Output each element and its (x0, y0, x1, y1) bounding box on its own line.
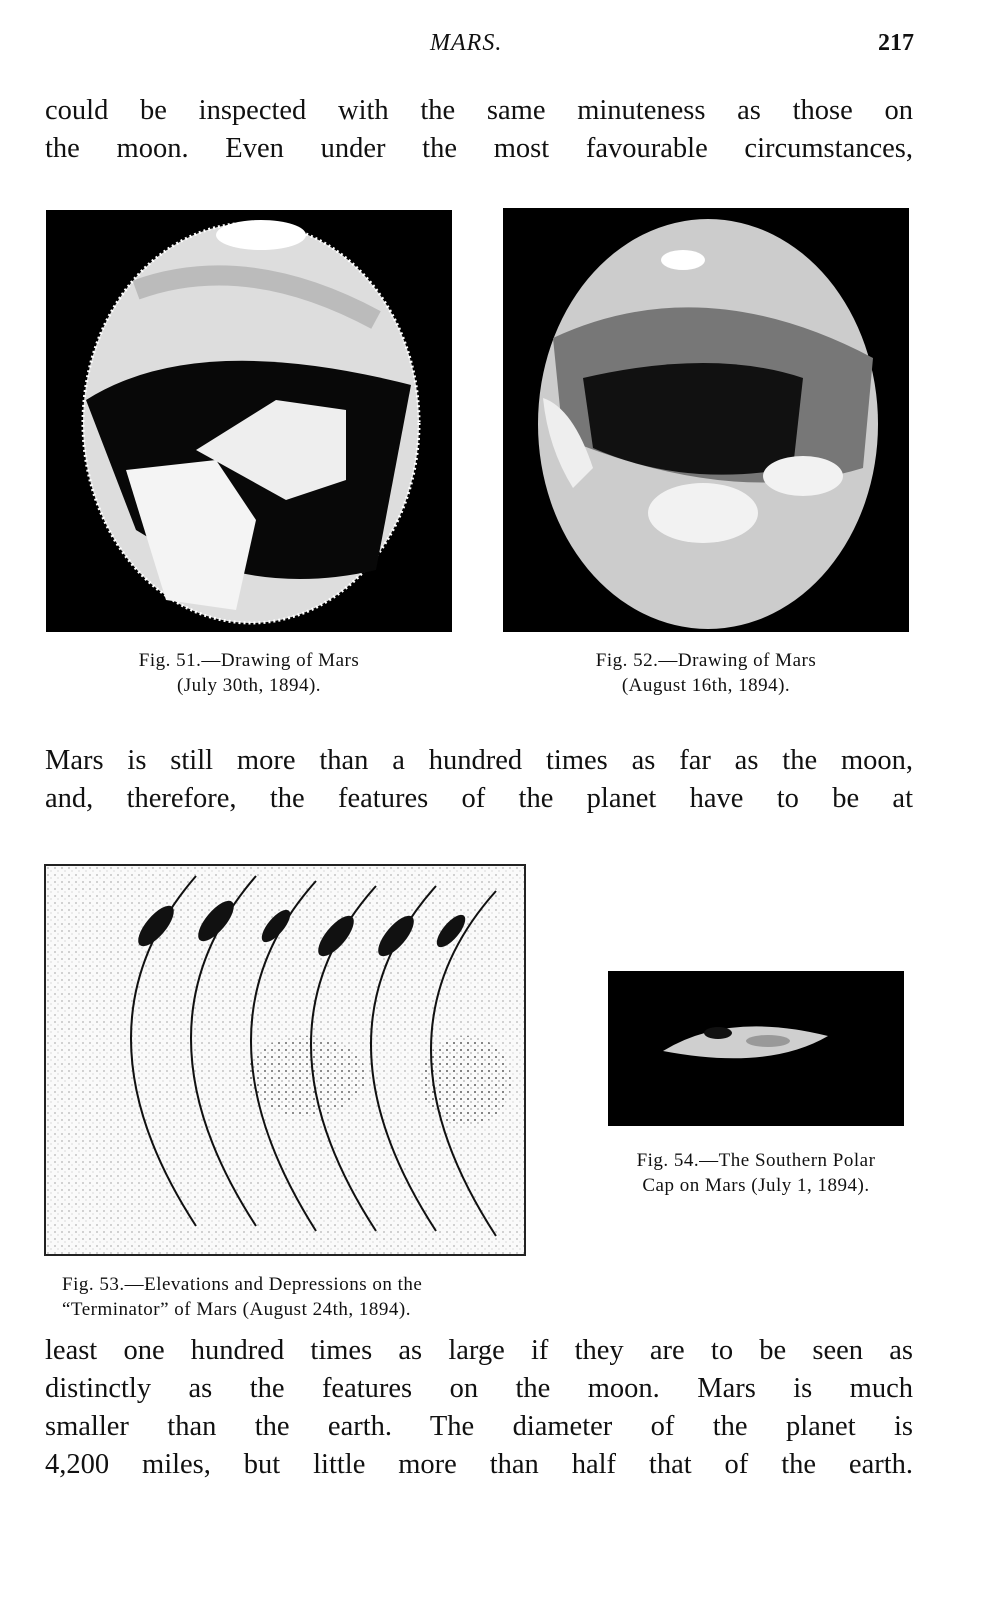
text-line: distinctly as the features on the moon. Mars is much (45, 1373, 913, 1404)
text-line: 4,200 miles, but little more than half that of the earth. (45, 1449, 913, 1480)
text-line: Mars is still more than a hundred times as far as the moon, (45, 745, 913, 776)
text-line: smaller than the earth. The diameter of the planet is (45, 1411, 913, 1442)
caption-line: (August 16th, 1894). (621, 675, 791, 696)
caption-line: Cap on Mars (July 1, 1894). (642, 1175, 870, 1196)
figure-54-caption (608, 1148, 904, 1198)
caption-line: Fig. 53.—Elevations and Depressions on the (62, 1274, 423, 1295)
caption-line: Fig. 52.—Drawing of Mars (595, 650, 817, 671)
caption-line: (July 30th, 1894). (176, 675, 322, 696)
caption-line: “Terminator” of Mars (August 24th, 1894). (62, 1299, 411, 1320)
figure-52-caption (503, 648, 909, 698)
paragraph-1 (45, 92, 913, 168)
figure-52-image (503, 208, 909, 632)
figure-51-caption (46, 648, 452, 698)
paragraph-2 (45, 742, 913, 818)
running-header-title: MARS. (430, 30, 503, 56)
paragraph-3 (45, 1332, 913, 1484)
figure-54-image (608, 971, 904, 1126)
figure-53-caption (62, 1272, 532, 1322)
caption-line: Fig. 51.—Drawing of Mars (138, 650, 360, 671)
text-line: least one hundred times as large if they are to be seen as (45, 1335, 913, 1366)
text-line: and, therefore, the features of the planet have to be at (45, 783, 913, 814)
caption-line: Fig. 54.—The Southern Polar (636, 1150, 876, 1171)
text-line: the moon. Even under the most favourable circumstances, (45, 133, 913, 164)
text-line: could be inspected with the same minuteness as those on (45, 95, 913, 126)
figure-53-image (44, 864, 526, 1256)
page-number: 217 (878, 30, 914, 56)
figure-51-image (46, 210, 452, 632)
